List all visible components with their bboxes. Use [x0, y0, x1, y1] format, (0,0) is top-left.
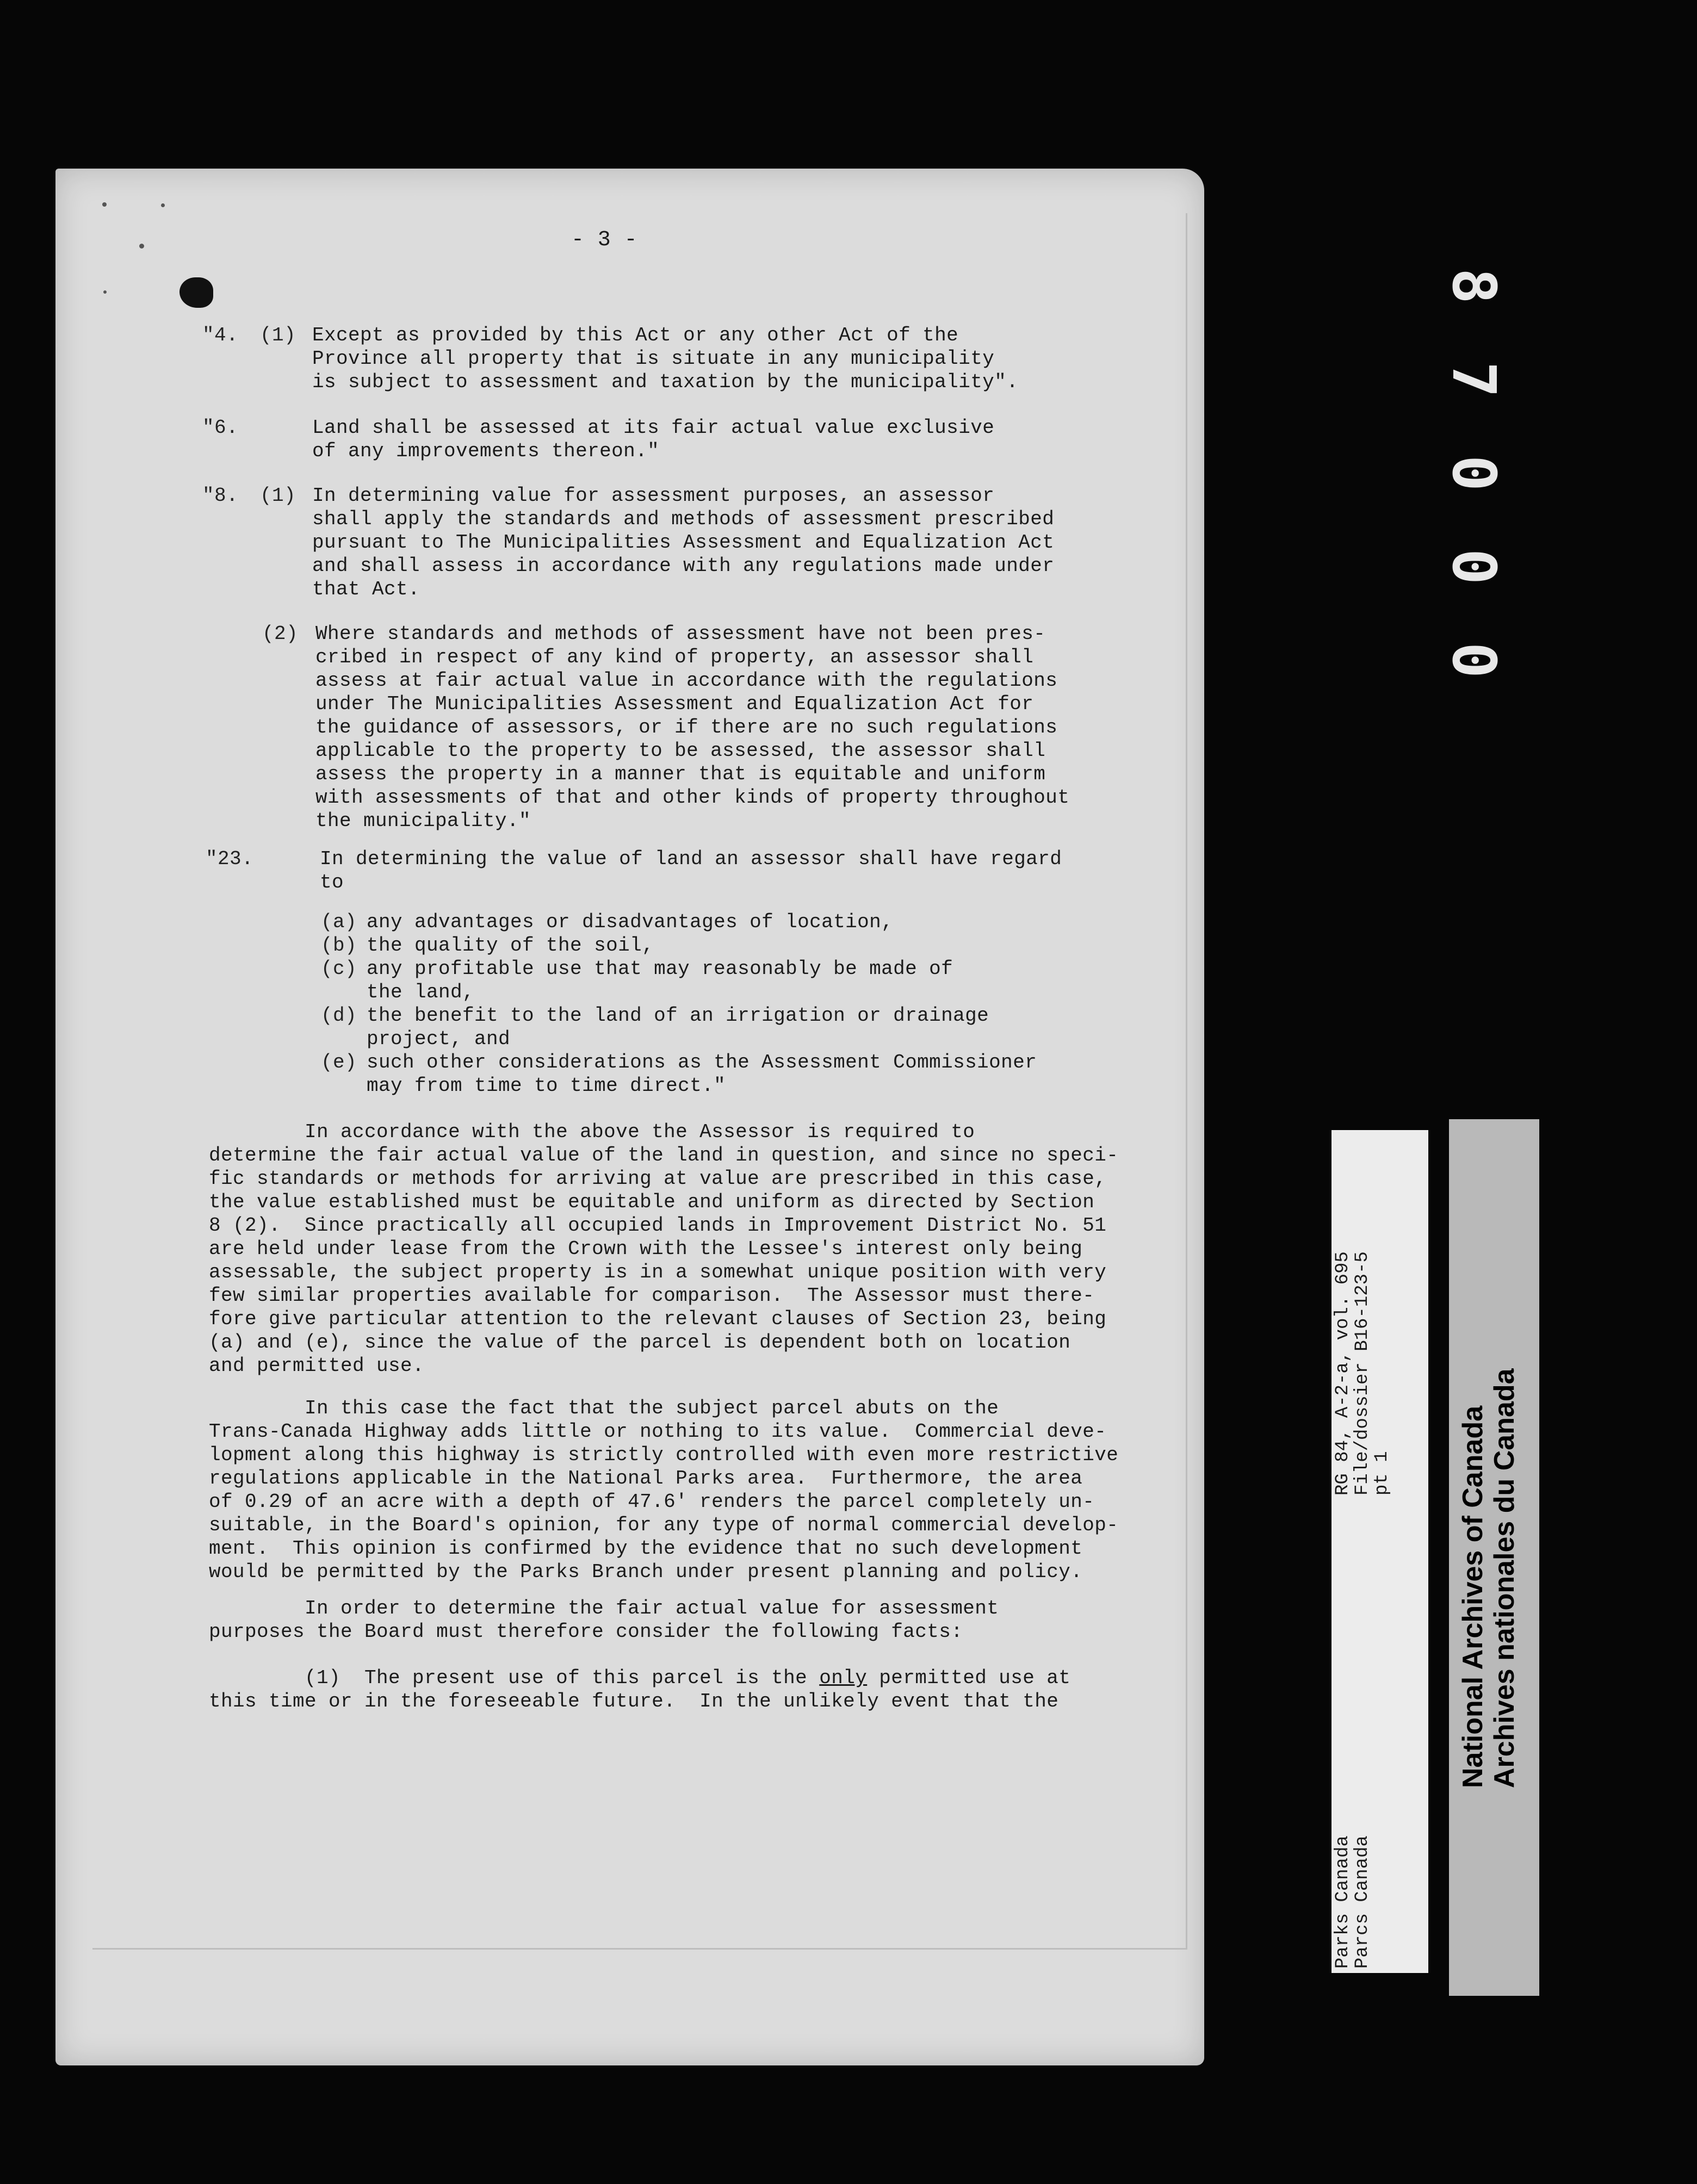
speck [161, 203, 165, 207]
statute-line: of any improvements thereon." [312, 440, 660, 462]
statute-line: In determining value for assessment purposes, an assessor [312, 485, 995, 507]
paragraph-line: assessable, the subject property is in a somewhat unique position with very [209, 1261, 1107, 1283]
paragraph-text: (1) The present use of this parcel is the [209, 1667, 820, 1689]
reference-line-4: Parks Canada [1333, 1835, 1353, 1969]
page-number: - 3 - [571, 228, 638, 252]
reference-line-1: RG 84, A-2-a, vol. 695 [1333, 1251, 1353, 1496]
statute-line: Province all property that is situate in any municipality [312, 348, 995, 370]
statute-line: pursuant to The Municipalities Assessment and Equalization Act [312, 531, 1055, 554]
paragraph-line: fore give particular attention to the relevant clauses of Section 23, being [209, 1308, 1107, 1330]
paragraph-line: regulations applicable in the National Parks area. Furthermore, the area [209, 1467, 1083, 1490]
subsection-number: (2) [262, 623, 299, 645]
punch-hole [179, 277, 213, 308]
paragraph-line [209, 1666, 1070, 1690]
reference-line-5: Parcs Canada [1352, 1835, 1373, 1969]
section-marker: "8. [202, 485, 239, 507]
statute-line: shall apply the standards and methods of assessment prescribed [312, 508, 1055, 530]
statute-line: In determining the value of land an assessor shall have regard [320, 848, 1062, 870]
statute-line: Where standards and methods of assessment have not been pres- [315, 623, 1046, 645]
paragraph-line: determine the fair actual value of the land in question, and since no speci- [209, 1144, 1119, 1167]
speck [103, 290, 107, 294]
clause-letter: (d) [321, 1004, 357, 1027]
statute-line: assess the property in a manner that is equitable and uniform [315, 763, 1046, 785]
frame-digit: 8 [1439, 268, 1509, 305]
paragraph-line: fic standards or methods for arriving at value are prescribed in this case, [209, 1168, 1107, 1190]
clause-letter: (e) [321, 1051, 357, 1074]
statute-line: that Act. [312, 578, 420, 600]
paragraph-line: of 0.29 of an acre with a depth of 47.6' renders the parcel completely un- [209, 1491, 1095, 1513]
section-marker: "6. [202, 417, 239, 439]
statute-line: assess at fair actual value in accordance with the regulations [315, 669, 1058, 692]
frame-digit: 0 [1439, 455, 1509, 492]
clause-text: such other considerations as the Assessment Commissioner [367, 1051, 1037, 1074]
statute-line: to [320, 871, 344, 894]
section-marker: "4. [202, 324, 239, 346]
frame-digit: 0 [1439, 642, 1509, 679]
paragraph-line: and permitted use. [209, 1355, 425, 1377]
speck [139, 244, 144, 249]
statute-line: is subject to assessment and taxation by the municipality". [312, 371, 1019, 393]
statute-line: applicable to the property to be assessed, the assessor shall [315, 740, 1046, 762]
statute-line: under The Municipalities Assessment and Equalization Act for [315, 693, 1034, 715]
clause-letter: (c) [321, 958, 357, 980]
reference-line-2: File/dossier B16-123-5 [1352, 1251, 1373, 1496]
paragraph-line: suitable, in the Board's opinion, for any type of normal commercial develop- [209, 1514, 1119, 1536]
paragraph-text: permitted use at [867, 1667, 1071, 1689]
clause-text: may from time to time direct." [367, 1075, 726, 1097]
speck [102, 202, 107, 207]
paragraph-line: purposes the Board must therefore consider the following facts: [209, 1621, 963, 1643]
paragraph-line: In this case the fact that the subject parcel abuts on the [209, 1397, 999, 1419]
paragraph-line: In accordance with the above the Assessor is required to [209, 1121, 975, 1143]
statute-line: and shall assess in accordance with any regulations made under [312, 555, 1055, 577]
frame-counter [1439, 239, 1509, 707]
clause-text: any profitable use that may reasonably be made of [367, 958, 953, 980]
emphasis-only: only [819, 1667, 868, 1689]
subsection-number: (1) [260, 324, 296, 346]
archive-label-french: Archives nationales du Canada [1489, 1368, 1520, 1788]
clause-text: any advantages or disadvantages of location, [367, 911, 894, 933]
paragraph-line: Trans-Canada Highway adds little or nothing to its value. Commercial deve- [209, 1420, 1107, 1443]
statute-line: the municipality." [315, 810, 531, 832]
section-marker: "23. [206, 848, 254, 870]
paragraph-line: ment. This opinion is confirmed by the evidence that no such development [209, 1537, 1083, 1560]
frame-digit: 0 [1439, 548, 1509, 585]
statute-line: with assessments of that and other kinds of property throughout [315, 786, 1070, 809]
paragraph-line: lopment along this highway is strictly controlled with even more restrictive [209, 1444, 1119, 1466]
paragraph-line: (a) and (e), since the value of the parcel is dependent both on location [209, 1331, 1071, 1354]
statute-line: Except as provided by this Act or any other Act of the [312, 324, 959, 346]
paragraph-line: few similar properties available for comparison. The Assessor must there- [209, 1285, 1095, 1307]
paragraph-line: would be permitted by the Parks Branch under present planning and policy. [209, 1561, 1083, 1583]
paragraph-line: are held under lease from the Crown with the Lessee's interest only being [209, 1238, 1083, 1260]
clause-letter: (a) [321, 911, 357, 933]
statute-line: the guidance of assessors, or if there are no such regulations [315, 716, 1058, 739]
paragraph-line: 8 (2). Since practically all occupied lands in Improvement District No. 51 [209, 1214, 1107, 1237]
clause-text: project, and [367, 1028, 511, 1050]
statute-line: Land shall be assessed at its fair actual value exclusive [312, 417, 995, 439]
clause-text: the benefit to the land of an irrigation or drainage [367, 1004, 989, 1027]
reference-line-3: pt 1 [1372, 1451, 1392, 1496]
clause-text: the land, [367, 981, 475, 1003]
paragraph-line: In order to determine the fair actual value for assessment [209, 1597, 999, 1620]
clause-letter: (b) [321, 934, 357, 957]
paragraph-line: this time or in the foreseeable future. In the unlikely event that the [209, 1690, 1059, 1713]
statute-line: cribed in respect of any kind of property, an assessor shall [315, 646, 1034, 668]
subsection-number: (1) [260, 485, 296, 507]
clause-text: the quality of the soil, [367, 934, 654, 957]
frame-digit: 7 [1439, 361, 1509, 398]
paragraph-line: the value established must be equitable and uniform as directed by Section [209, 1191, 1095, 1213]
archive-label-english: National Archives of Canada [1457, 1405, 1489, 1788]
